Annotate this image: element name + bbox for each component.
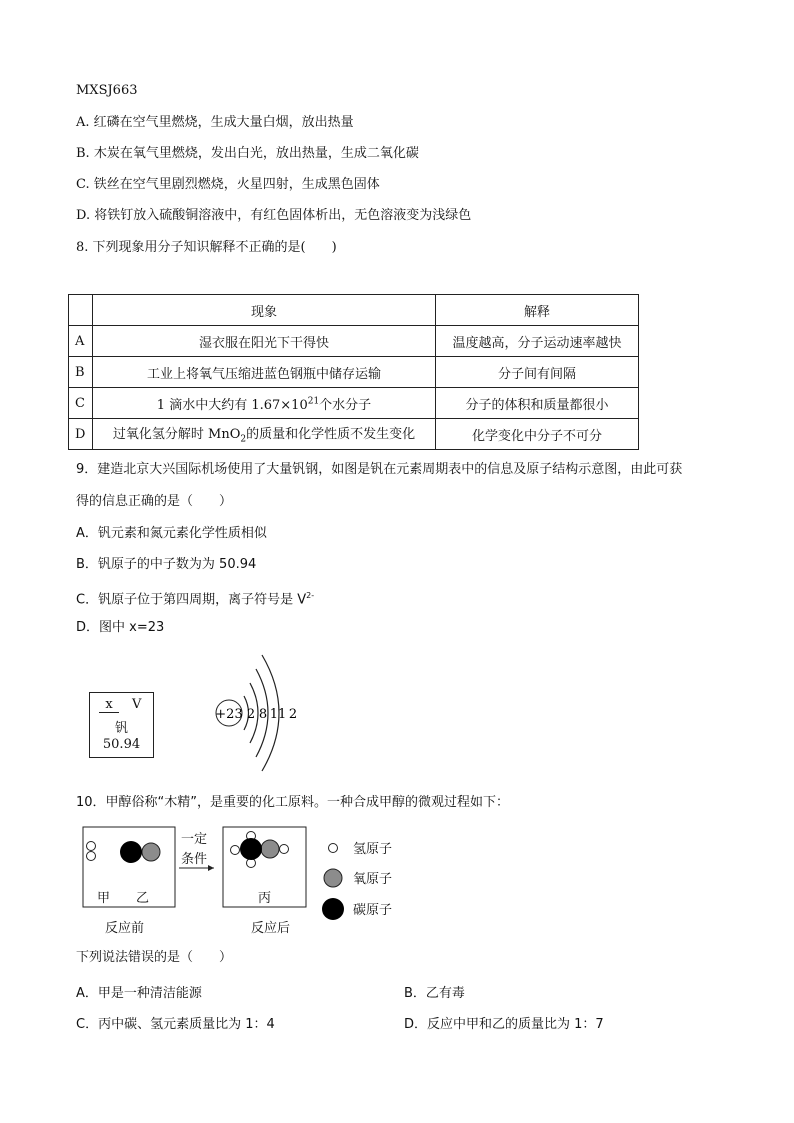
q9-stem-line2: 得的信息正确的是（ ） — [76, 494, 233, 509]
legend-carbon-label: 碳原子 — [353, 903, 393, 918]
phenomenon-text: 过氧化氢分解时 MnO — [112, 427, 241, 443]
element-symbol: V — [132, 697, 142, 712]
exponent: 21 — [307, 396, 320, 407]
legend-hydrogen-icon — [329, 844, 338, 853]
hydrogen-atom — [231, 846, 240, 855]
table-row — [69, 419, 639, 450]
row-explanation: 化学变化中分子不可分 — [436, 419, 639, 450]
arrow-condition-top: 一定 — [181, 832, 208, 847]
shell-electrons: 2 — [288, 707, 298, 722]
row-explanation: 分子的体积和质量都很小 — [436, 388, 639, 419]
hydrogen-atom — [280, 845, 289, 854]
shell-electrons: 11 — [269, 707, 287, 722]
subscript: 2 — [240, 434, 247, 445]
row-label: C — [69, 388, 93, 419]
q7-option-c: C. 铁丝在空气里剧烈燃烧，火星四射，生成黑色固体 — [76, 177, 380, 192]
legend-hydrogen-label: 氢原子 — [353, 842, 393, 857]
oxygen-atom — [142, 843, 160, 861]
table-corner-cell — [69, 295, 93, 326]
caption-after: 反应后 — [251, 921, 291, 936]
q9-option-d: D．图中 x=23 — [76, 620, 165, 635]
header-phenomenon: 现象 — [93, 295, 436, 326]
table-row — [69, 326, 639, 357]
caption-before: 反应前 — [105, 921, 145, 936]
q9-option-b: B．钒原子的中子数为为 50.94 — [76, 557, 257, 572]
document-code: MXSJ663 — [76, 83, 138, 98]
row-phenomenon — [93, 388, 436, 419]
shell-electrons: 8 — [258, 707, 268, 722]
label-jia: 甲 — [97, 891, 111, 906]
header-explanation: 解释 — [436, 295, 639, 326]
q10-option-d: D．反应中甲和乙的质量比为 1：7 — [404, 1017, 604, 1032]
table-row — [69, 357, 639, 388]
row-label: A — [69, 326, 93, 357]
row-explanation: 分子间有间隔 — [436, 357, 639, 388]
oxygen-atom — [261, 840, 279, 858]
q7-option-b: B. 木炭在氧气里燃烧，发出白光，放出热量，生成二氧化碳 — [76, 146, 419, 161]
q8-question: 8. 下列现象用分子知识解释不正确的是( ) — [76, 240, 337, 255]
q9-option-a: A．钒元素和氮元素化学性质相似 — [76, 526, 267, 541]
q7-option-d: D. 将铁钉放入硫酸铜溶液中，有红色固体析出，无色溶液变为浅绿色 — [76, 208, 472, 223]
q8-table — [68, 294, 639, 450]
q10-prompt: 下列说法错误的是（ ） — [76, 950, 233, 965]
phenomenon-text: 的质量和化学性质不发生变化 — [246, 427, 416, 443]
carbon-atom — [240, 838, 262, 860]
table-row — [69, 388, 639, 419]
arrow-condition-bottom: 条件 — [181, 852, 208, 867]
row-phenomenon: 湿衣服在阳光下干得快 — [93, 326, 436, 357]
row-phenomenon — [93, 419, 436, 450]
label-yi: 乙 — [136, 891, 150, 906]
label-bing: 丙 — [258, 891, 272, 906]
q10-stem: 10．甲醇俗称“木精”，是重要的化工原料。一种合成甲醇的微观过程如下： — [76, 795, 510, 810]
nucleus-charge: +23 — [215, 707, 243, 722]
hydrogen-atom — [87, 842, 96, 851]
row-phenomenon: 工业上将氧气压缩进蓝色钢瓶中储存运输 — [93, 357, 436, 388]
q10-option-c: C．丙中碳、氢元素质量比为 1：4 — [76, 1017, 275, 1032]
atomic-number: x — [99, 697, 119, 713]
element-card — [89, 692, 154, 758]
table-header-row — [69, 295, 639, 326]
row-explanation: 温度越高，分子运动速率越快 — [436, 326, 639, 357]
carbon-atom — [120, 841, 142, 863]
row-label: D — [69, 419, 93, 450]
legend-oxygen-icon — [324, 869, 342, 887]
reaction-diagram — [78, 826, 408, 938]
atomic-mass: 50.94 — [102, 737, 141, 752]
hydrogen-atom — [87, 852, 96, 861]
q10-option-b: B．乙有毒 — [404, 986, 465, 1001]
shell-electrons: 2 — [246, 707, 256, 722]
q9-stem-line1: 9．建造北京大兴国际机场使用了大量钒钢，如图是钒在元素周期表中的信息及原子结构示意图，由此可获 — [76, 462, 683, 477]
element-name: 钒 — [114, 721, 128, 736]
atom-structure-diagram — [210, 650, 310, 775]
row-label: B — [69, 357, 93, 388]
q9-option-c-text: C．钒原子位于第四周期，离子符号是 V — [76, 592, 307, 608]
q7-option-a: A. 红磷在空气里燃烧，生成大量白烟，放出热量 — [76, 115, 354, 130]
phenomenon-text: 个水分子 — [319, 397, 372, 413]
legend-oxygen-label: 氧原子 — [353, 872, 393, 887]
q10-option-a: A．甲是一种清洁能源 — [76, 986, 202, 1001]
arrow-head-icon — [208, 865, 214, 871]
q9-option-c — [76, 588, 314, 608]
ion-charge: 2- — [306, 591, 315, 600]
legend-carbon-icon — [322, 898, 344, 920]
phenomenon-text: 1 滴水中大约有 1.67×10 — [156, 397, 308, 413]
